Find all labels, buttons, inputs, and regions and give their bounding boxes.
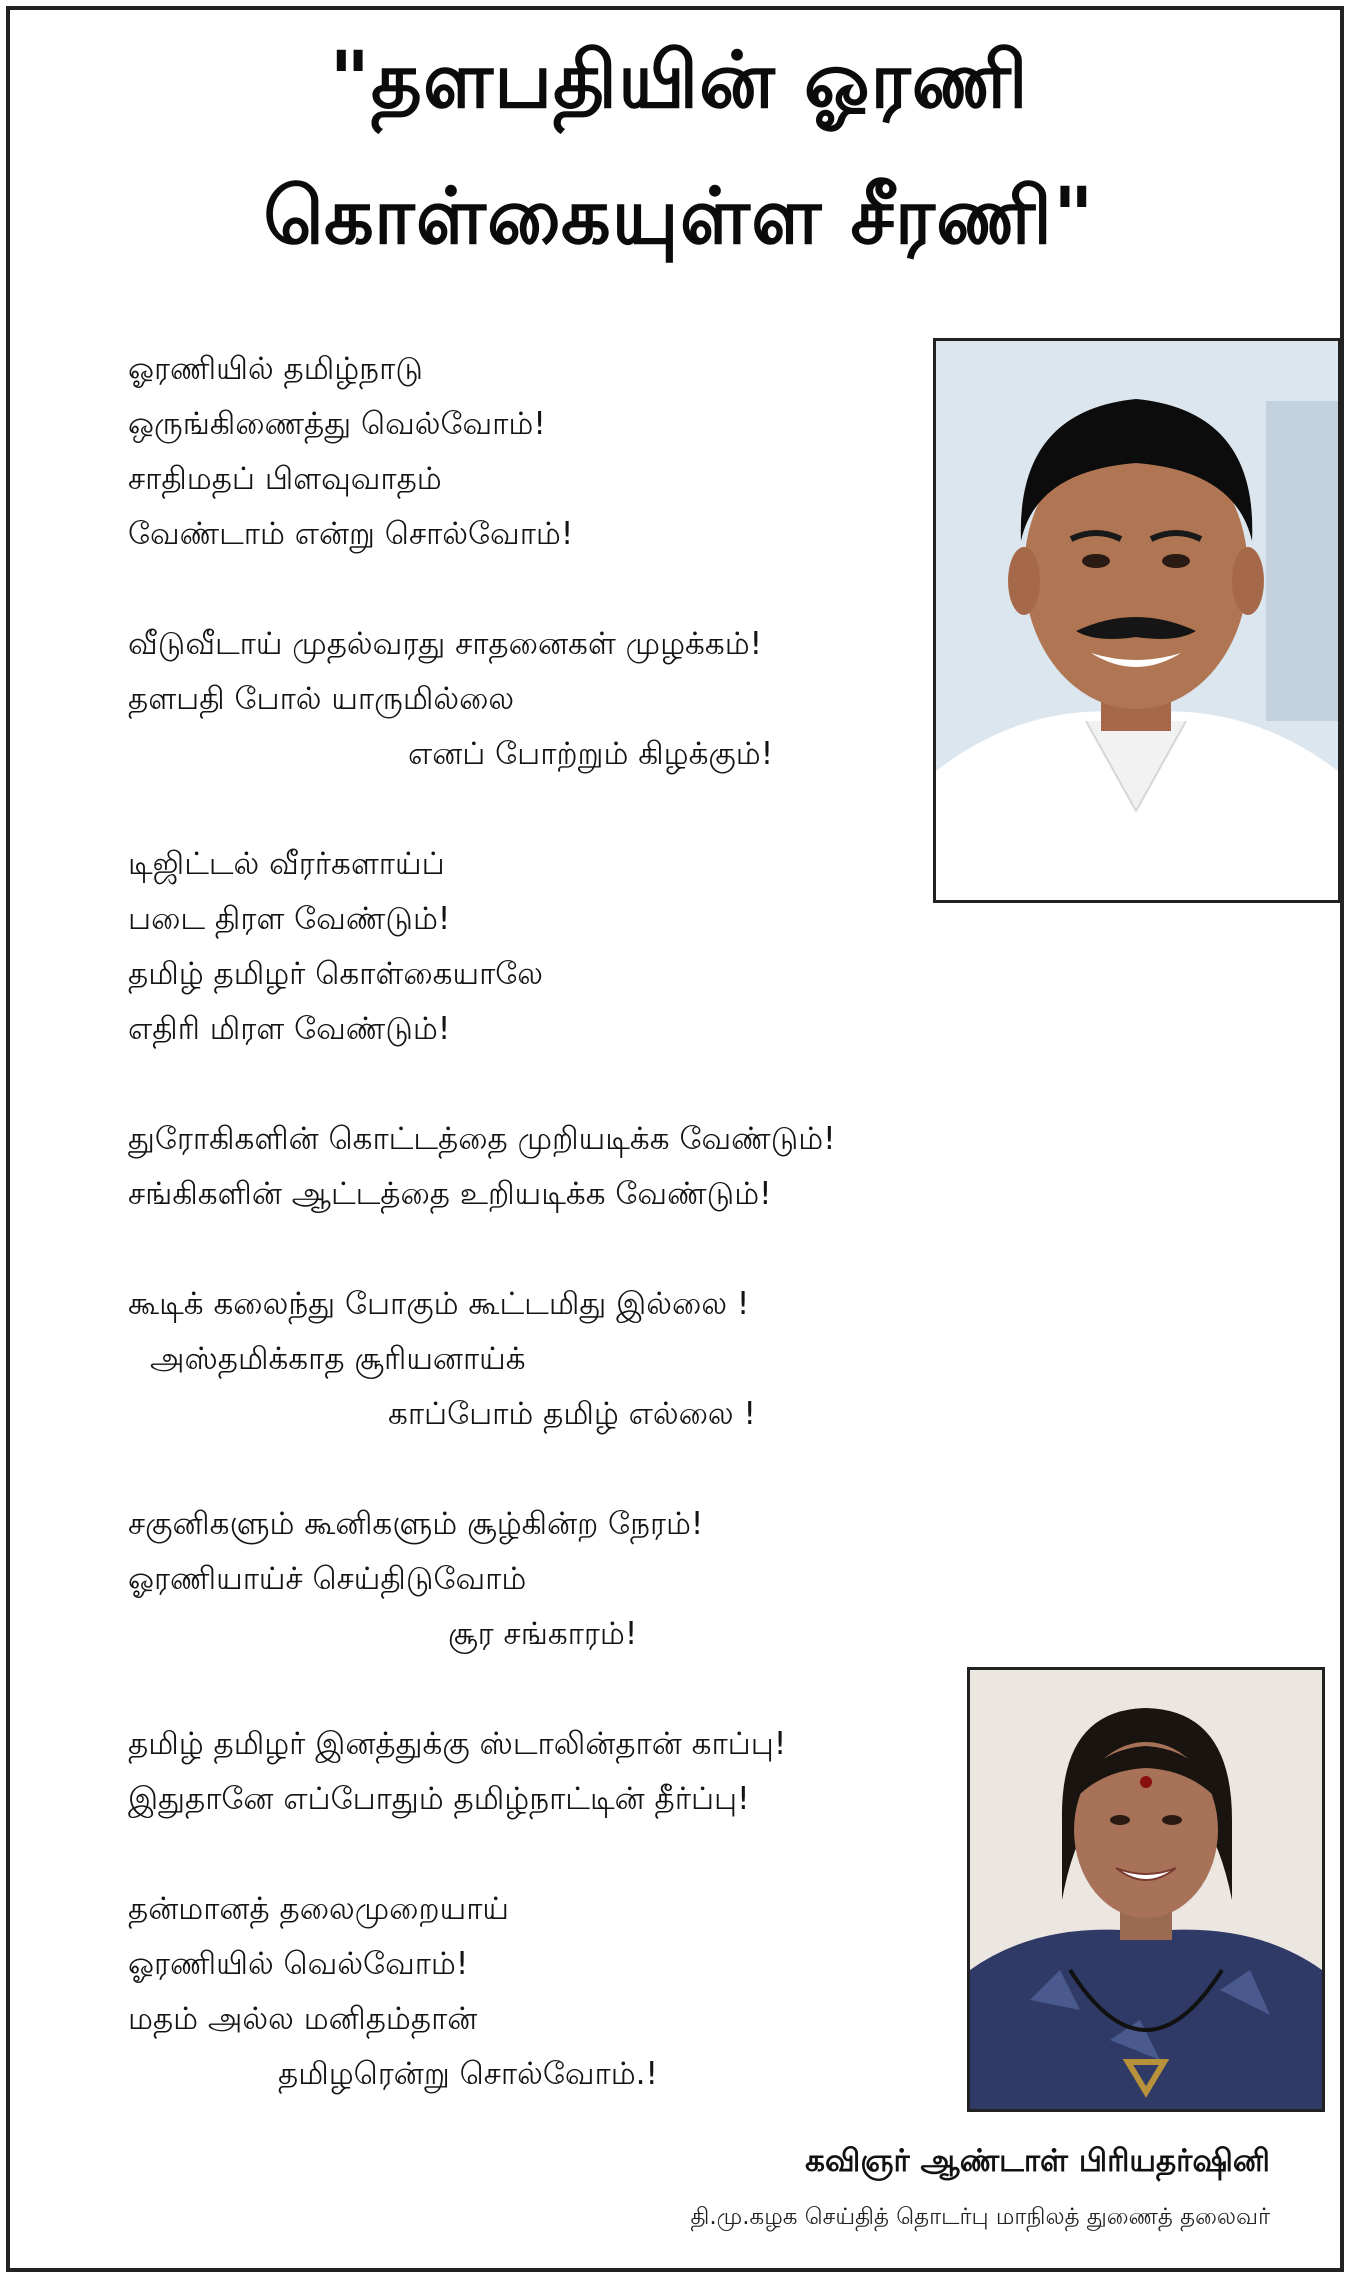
stanza-4 (128, 1112, 948, 1222)
poem-line: வீடுவீடாய் முதல்வரது சாதனைகள் முழக்கம்! (128, 626, 763, 662)
stanza-1 (128, 342, 948, 562)
poem-line: ஒருங்கிணைத்து வெல்வோம்! (128, 406, 546, 442)
poem-line: சங்கிகளின் ஆட்டத்தை உறியடிக்க வேண்டும்! (128, 1176, 772, 1212)
poem-line: வேண்டாம் என்று சொல்வோம்! (128, 516, 574, 552)
poem-line: இதுதானே எப்போதும் தமிழ்நாட்டின் தீர்ப்பு! (128, 1781, 750, 1817)
leader-portrait-photo (933, 338, 1341, 903)
stanza-2 (128, 617, 948, 782)
poem-line: டிஜிட்டல் வீரர்களாய்ப் (128, 846, 445, 882)
poem-line: மதம் அல்ல மனிதம்தான் (128, 2001, 478, 2037)
poem-line: ஓரணியாய்ச் செய்திடுவோம் (128, 1561, 527, 1597)
stanza-3 (128, 837, 948, 1057)
poem-line: தமிழ் தமிழர் இனத்துக்கு ஸ்டாலின்தான் காப்பு! (128, 1726, 787, 1762)
poem-line: படை திரள வேண்டும்! (128, 901, 451, 937)
poem-body (128, 342, 948, 2157)
title-line-2: கொள்கையுள்ள சீரணி" (263, 172, 1095, 262)
title-line-1: "தளபதியின் ஓரணி (329, 36, 1029, 126)
poem-line: சகுனிகளும் கூனிகளும் சூழ்கின்ற நேரம்! (128, 1506, 704, 1542)
poem-line: எதிரி மிரள வேண்டும்! (128, 1011, 451, 1047)
author-portrait-photo (967, 1667, 1325, 2112)
poem-line: கூடிக் கலைந்து போகும் கூட்டமிது இல்லை ! (128, 1286, 750, 1322)
poem-line: துரோகிகளின் கொட்டத்தை முறியடிக்க வேண்டும்! (128, 1121, 836, 1157)
poem-line: தன்மானத் தலைமுறையாய் (128, 1891, 509, 1927)
poem-line: ஓரணியில் வெல்வோம்! (128, 1946, 469, 1982)
stanza-8 (128, 1882, 948, 2102)
poem-line: அஸ்தமிக்காத சூரியனாய்க் (150, 1341, 526, 1377)
author-designation: தி.மு.கழக செய்தித் தொடர்பு மாநிலத் துணைத் தலைவர் (690, 2204, 1270, 2230)
poem-line: தளபதி போல் யாருமில்லை (128, 681, 515, 717)
author-portrait-illustration (970, 1670, 1322, 2109)
poem-line: தமிழரென்று சொல்வோம்.! (278, 2056, 658, 2092)
poem-line: சூர சங்காரம்! (448, 1616, 638, 1652)
leader-portrait-illustration (936, 341, 1338, 900)
stanza-5 (128, 1277, 948, 1442)
author-name: கவிஞர் ஆண்டாள் பிரியதர்ஷினி (805, 2143, 1270, 2179)
poem-line: ஓரணியில் தமிழ்நாடு (128, 351, 423, 387)
poem-line: காப்போம் தமிழ் எல்லை ! (388, 1396, 756, 1432)
stanza-7 (128, 1717, 948, 1827)
poem-line: சாதிமதப் பிளவுவாதம் (128, 461, 442, 497)
poem-line: தமிழ் தமிழர் கொள்கையாலே (128, 956, 544, 992)
poem-line: எனப் போற்றும் கிழக்கும்! (408, 736, 774, 772)
stanza-6 (128, 1497, 948, 1662)
